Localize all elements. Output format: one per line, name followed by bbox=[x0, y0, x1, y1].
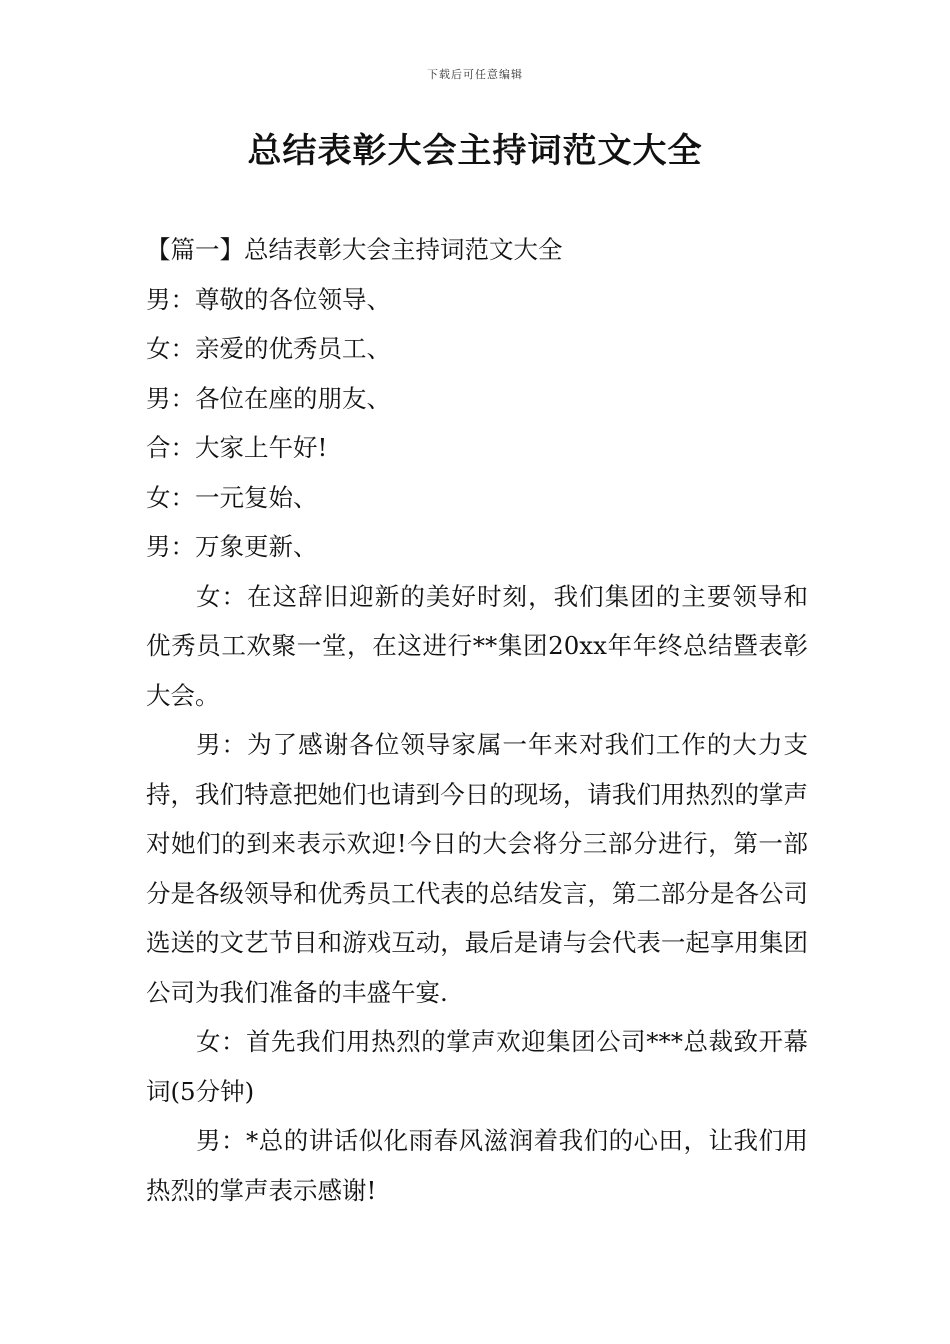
dialogue-line: 男：尊敬的各位领导、 bbox=[146, 284, 391, 314]
dialogue-paragraph: 男：为了感谢各位领导家属一年来对我们工作的大力支持，我们特意把她们也请到今日的现场，请我们用热烈的掌声对她们的到来表示欢迎!今日的大会将分三部分进行，第一部分是各级领导和优秀员工代表的总结发言，第二部分是各公司选送的文艺节目和游戏互动，最后是请与会代表一起享用集团公司为我们准备的丰盛午宴. bbox=[146, 730, 808, 1007]
dialogue-line: 女：一元复始、 bbox=[146, 482, 318, 512]
dialogue-line: 男：各位在座的朋友、 bbox=[146, 383, 391, 413]
dialogue-paragraph: 女：在这辞旧迎新的美好时刻，我们集团的主要领导和优秀员工欢聚一堂，在这进行**集团20xx年年终总结暨表彰大会。 bbox=[146, 581, 808, 710]
dialogue-line: 女：亲爱的优秀员工、 bbox=[146, 334, 391, 363]
dialogue-paragraph: 女：首先我们用热烈的掌声欢迎集团公司***总裁致开幕词(5分钟) bbox=[146, 1027, 808, 1106]
section-heading: 【篇一】总结表彰大会主持词范文大全 bbox=[146, 235, 563, 264]
dialogue-line: 男：万象更新、 bbox=[146, 532, 318, 561]
dialogue-line: 合：大家上午好! bbox=[146, 433, 328, 462]
document-title: 总结表彰大会主持词范文大全 bbox=[247, 131, 703, 171]
document-body bbox=[146, 225, 808, 1215]
header-note: 下载后可任意编辑 bbox=[427, 68, 523, 81]
dialogue-paragraph: 男：*总的讲话似化雨春风滋润着我们的心田，让我们用热烈的掌声表示感谢! bbox=[146, 1126, 808, 1205]
